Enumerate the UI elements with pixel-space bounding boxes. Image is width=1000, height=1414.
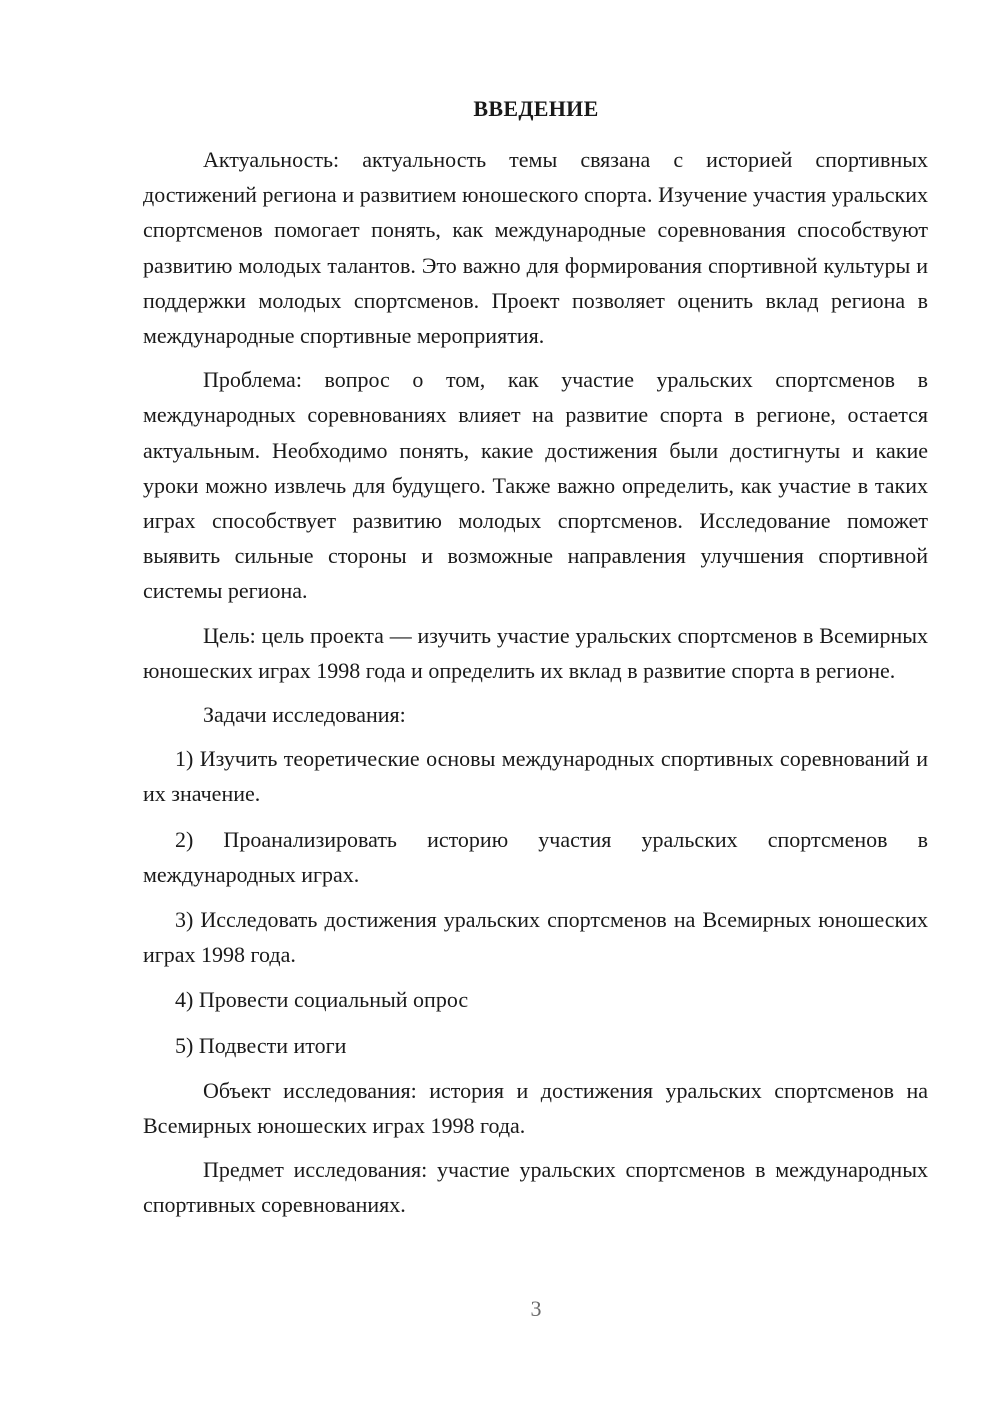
task-item-4: 4) Провести социальный опрос (175, 987, 469, 1013)
task-item-2: 2) Проанализировать историю участия уральских спортсменов в международных играх. (143, 826, 928, 887)
object-paragraph: Объект исследования: история и достижения уральских спортсменов на Всемирных юношеских играх 1998 года. (143, 1077, 928, 1139)
task-item-1: 1) Изучить теоретические основы международных спортивных соревнований и их значение. (143, 746, 928, 807)
task-item-5: 5) Подвести итоги (175, 1032, 347, 1058)
section-heading: ВВЕДЕНИЕ (473, 96, 599, 121)
goal-paragraph: Цель: цель проекта — изучить участие уральских спортсменов в Всемирных юношеских играх 1998 года и определить их вклад в развитие спорта в регионе. (143, 622, 928, 683)
relevance-paragraph: Актуальность: актуальность темы связана с историей спортивных достижений региона и развитием юношеского спорта. Изучение участия уральских спортсменов помогает понять, как международные соревнования способствуют развитию молодых талантов. Это важно для формирования спортивной культуры и поддержки молодых спортсменов. Проект позволяет оценить вклад региона в международные спортивные мероприятия. (143, 147, 928, 349)
problem-paragraph: Проблема: вопрос о том, как участие уральских спортсменов в международных соревнованиях влияет на развитие спорта в регионе, остается актуальным. Необходимо понять, какие достижения были достигнуты и какие уроки можно извлечь для будущего. Также важно определить, как участие в таких играх способствует развитию молодых спортсменов. Исследование поможет выявить сильные стороны и возможные направления улучшения спортивной системы региона. (143, 367, 928, 604)
body-text (143, 142, 928, 1232)
tasks-title: Задачи исследования: (203, 702, 406, 728)
page-number: 3 (530, 1296, 542, 1321)
subject-paragraph: Предмет исследования: участие уральских спортсменов в международных спортивных соревнованиях. (143, 1157, 928, 1218)
task-item-3: 3) Исследовать достижения уральских спортсменов на Всемирных юношеских играх 1998 года. (143, 907, 928, 968)
